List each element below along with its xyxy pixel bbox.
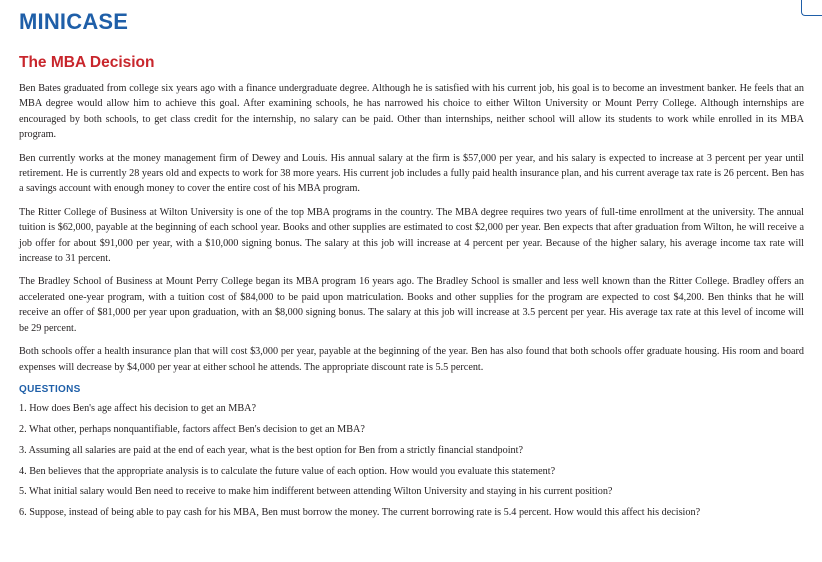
case-title: The MBA Decision bbox=[19, 54, 155, 71]
question-4: 4. Ben believes that the appropriate analysis is to calculate the future value of each option. How would you evaluate this statement? bbox=[19, 465, 556, 477]
case-paragraph-4: The Bradley School of Business at Mount Perry College began its MBA program 16 years ago. The Bradley School is smaller and less well known than the Ritter College. Bradley offers an accelerated one-year program, with a tuition cost of $84,000 to be paid upon matriculation. Books and other supplies for the program are expected to cost $4,200. Ben thinks that he will receive an offer of $81,000 per year upon graduation, with an $8,000 signing bonus. The salary at this job will increase at 3.5 percent per year. His average tax rate at this level of income will be 29 percent. bbox=[19, 276, 804, 334]
question-3: 3. Assuming all salaries are paid at the end of each year, what is the best option for Ben from a strictly financial standpoint? bbox=[19, 444, 524, 456]
questions-heading: QUESTIONS bbox=[19, 383, 81, 395]
case-paragraph-1: Ben Bates graduated from college six years ago with a finance undergraduate degree. Although he is satisfied with his current job, his goal is to become an investment banker. He feels that an MBA degree would allow him to achieve this goal. After examining schools, he has narrowed his choice to either Wilton University or Mount Perry College. Although internships are encouraged by both schools, to get class credit for the internship, no salary can be paid. Other than internships, neither school will allow its students to work while enrolled in its MBA program. bbox=[19, 83, 804, 141]
minicase-label: MINICASE bbox=[19, 9, 129, 34]
question-5: 5. What initial salary would Ben need to receive to make him indifferent between attending Wilton University and staying in his current position? bbox=[19, 486, 613, 498]
minicase-page bbox=[19, 8, 804, 527]
questions-list bbox=[19, 402, 804, 519]
question-1: 1. How does Ben's age affect his decision to get an MBA? bbox=[19, 402, 257, 414]
question-6: 6. Suppose, instead of being able to pay cash for his MBA, Ben must borrow the money. The current borrowing rate is 5.4 percent. How would this affect his decision? bbox=[19, 507, 701, 519]
question-2: 2. What other, perhaps nonquantifiable, factors affect Ben's decision to get an MBA? bbox=[19, 423, 365, 435]
case-paragraph-3: The Ritter College of Business at Wilton University is one of the top MBA programs in the country. The MBA degree requires two years of full-time enrollment at the university. The annual tuition is $62,000, payable at the beginning of each school year. Books and other supplies are estimated to cost $2,000 per year. Ben expects that after graduation from Wilton, he will receive a job offer for about $91,000 per year, with a $10,000 signing bonus. The salary at this job will increase at 4 percent per year. Because of the higher salary, his average income tax rate will increase to 31 percent. bbox=[19, 206, 804, 265]
page-corner-tab bbox=[801, 0, 822, 16]
case-paragraph-2: Ben currently works at the money management firm of Dewey and Louis. His annual salary at the firm is $57,000 per year, and his salary is expected to increase at 3 percent per year until retirement. He is currently 28 years old and expects to work for 38 more years. His current job includes a fully paid health insurance plan, and his current average tax rate is 26 percent. Ben has a savings account with enough money to cover the entire cost of his MBA program. bbox=[19, 152, 804, 195]
case-paragraph-5: Both schools offer a health insurance plan that will cost $3,000 per year, payable at the beginning of the year. Ben has also found that both schools offer graduate housing. His room and board expenses will decrease by $4,000 per year at either school he attends. The appropriate discount rate is 5.5 percent. bbox=[19, 346, 804, 373]
